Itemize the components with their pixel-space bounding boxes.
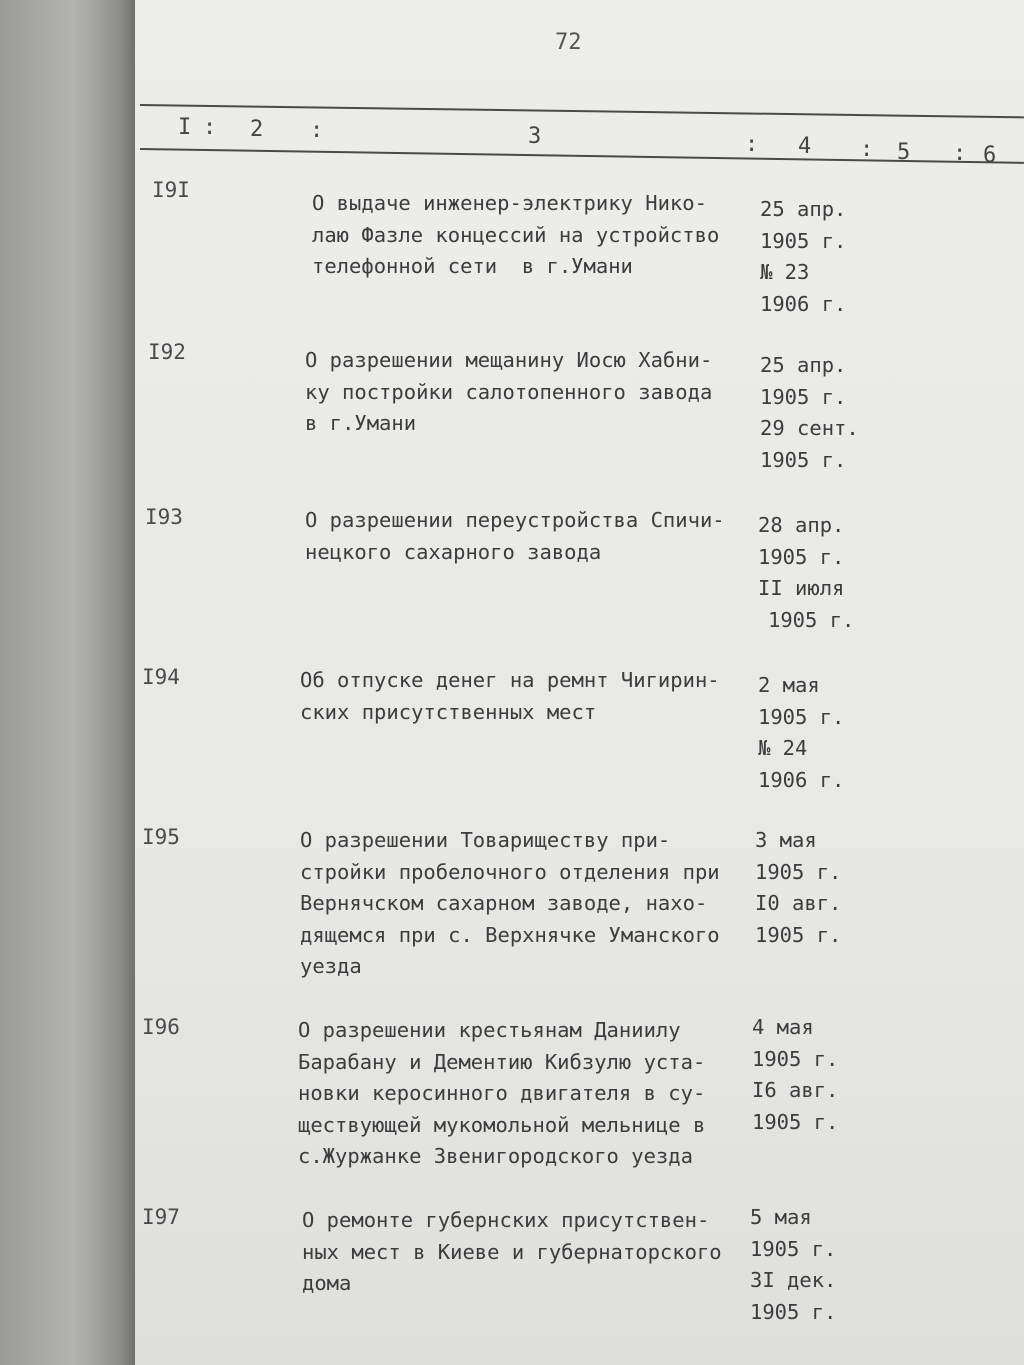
date-line: № 24 xyxy=(758,736,808,760)
date-line: 1905 г. xyxy=(755,922,842,947)
description-line: ществующей мукомольной мельнице в xyxy=(298,1112,706,1137)
date-line: 1905 г. xyxy=(752,1109,839,1134)
header-separator: : xyxy=(860,137,874,162)
entry-description xyxy=(300,665,720,728)
description-line: Барабану и Дементию Кибзулю уста- xyxy=(298,1049,706,1074)
entry-description xyxy=(298,1015,705,1173)
date-line: 1906 г. xyxy=(760,291,847,316)
date-line: 3 мая xyxy=(755,828,817,852)
header-col-1: I xyxy=(178,115,192,140)
description-line: О разрешении Товариществу при- xyxy=(300,828,671,852)
header-separator: : xyxy=(203,115,217,140)
entry-description xyxy=(302,1205,722,1300)
date-line: № 23 xyxy=(760,260,810,284)
description-line: телефонной сети в г.Умани xyxy=(312,254,633,278)
entry-dates xyxy=(752,1012,838,1138)
entry-dates xyxy=(755,825,841,951)
entry-dates xyxy=(750,1202,836,1328)
entry-number: I94 xyxy=(142,665,180,689)
entry-description xyxy=(305,505,725,568)
header-col-2: 2 xyxy=(250,117,264,142)
date-line: 3I дек. xyxy=(750,1268,837,1292)
header-col-4: 4 xyxy=(798,134,812,159)
date-line: 1906 г. xyxy=(758,767,845,792)
date-line: 1905 г. xyxy=(755,859,842,884)
date-line: 1905 г. xyxy=(750,1299,837,1324)
description-line: О разрешении крестьянам Даниилу xyxy=(298,1018,681,1042)
description-line: уезда xyxy=(300,954,362,978)
description-line: дящемся при с. Верхнячке Уманского xyxy=(300,922,720,947)
date-line: II июля xyxy=(758,576,845,600)
description-line: О разрешении мещанину Иосю Хабни- xyxy=(305,348,713,372)
date-line: 4 мая xyxy=(752,1015,814,1039)
entry-description xyxy=(300,825,720,983)
entry-description xyxy=(312,188,719,283)
binding-gutter xyxy=(0,0,135,1365)
description-line: нецкого сахарного завода xyxy=(305,539,602,564)
date-line: 25 апр. xyxy=(760,197,847,221)
entry-number: I96 xyxy=(142,1015,180,1039)
description-line: ку постройки салотопенного завода xyxy=(305,379,713,404)
date-line: 1905 г. xyxy=(752,1046,839,1071)
entry-dates xyxy=(758,510,854,636)
date-line: 2 мая xyxy=(758,673,820,697)
entry-description xyxy=(305,345,712,440)
description-line: О ремонте губернских присутствен- xyxy=(302,1208,710,1232)
description-line: с.Журжанке Звенигородского уезда xyxy=(298,1144,693,1168)
entry-number: I92 xyxy=(148,340,186,364)
date-line: 1905 г. xyxy=(760,384,847,409)
header-separator: : xyxy=(953,141,967,166)
description-line: ных мест в Киеве и губернаторского xyxy=(302,1239,722,1264)
header-separator: : xyxy=(310,118,324,143)
date-line: 29 сент. xyxy=(760,416,859,440)
date-line: I6 авг. xyxy=(752,1078,839,1102)
entry-number: I95 xyxy=(142,825,180,849)
entry-number: I9I xyxy=(152,178,190,202)
header-col-5: 5 xyxy=(897,140,911,165)
date-line: I0 авг. xyxy=(755,891,842,915)
header-col-6: 6 xyxy=(983,143,997,168)
page-number: 72 xyxy=(555,30,582,55)
description-line: в г.Умани xyxy=(305,411,417,435)
date-line: 1905 г. xyxy=(750,1236,837,1261)
date-line: 1905 г. xyxy=(760,447,847,472)
header-col-3: 3 xyxy=(528,124,542,149)
entry-dates xyxy=(760,194,846,320)
date-line: 25 апр. xyxy=(760,353,847,377)
description-line: Вернячском сахарном заводе, нахо- xyxy=(300,891,708,915)
description-line: лаю Фазле концессий на устройство xyxy=(312,222,720,247)
date-line: 1905 г. xyxy=(760,228,847,253)
description-line: новки керосинного двигателя в су- xyxy=(298,1081,706,1105)
description-line: ских присутственных мест xyxy=(300,699,597,724)
entry-number: I93 xyxy=(145,505,183,529)
date-line: 5 мая xyxy=(750,1205,812,1229)
date-line: 1905 г. xyxy=(758,544,845,569)
date-line: 1905 г. xyxy=(758,704,845,729)
description-line: стройки пробелочного отделения при xyxy=(300,859,720,884)
description-line: О разрешении переустройства Спичи- xyxy=(305,508,725,532)
entry-number: I97 xyxy=(142,1205,180,1229)
description-line: О выдаче инженер-электрику Нико- xyxy=(312,191,707,215)
entry-dates xyxy=(758,670,844,796)
description-line: дома xyxy=(302,1271,352,1295)
date-line: 1905 г. xyxy=(768,607,855,632)
header-separator: : xyxy=(745,132,759,157)
description-line: Об отпуске денег на ремнт Чигирин- xyxy=(300,668,720,692)
entry-dates xyxy=(760,350,859,476)
date-line: 28 апр. xyxy=(758,513,845,537)
